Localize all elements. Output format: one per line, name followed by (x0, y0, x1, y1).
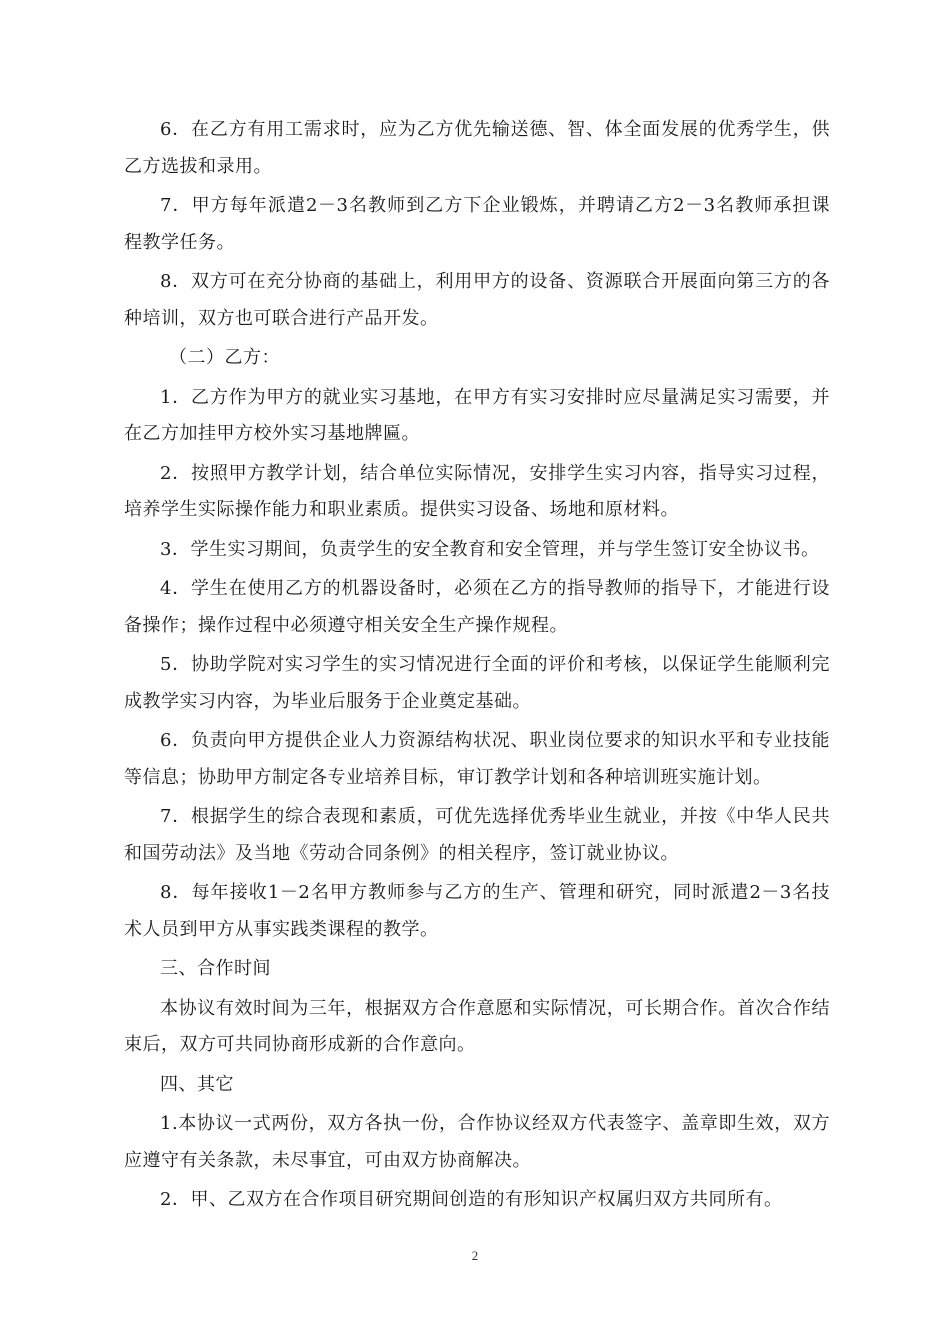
section-4-heading: 四、其它 (160, 1073, 234, 1095)
party-b-item-3: 3．学生实习期间，负责学生的安全教育和安全管理，并与学生签订安全协议书。 (160, 538, 820, 560)
section-4-item-2: 2．甲、乙双方在合作项目研究期间创造的有形知识产权属归双方共同所有。 (160, 1189, 783, 1210)
party-b-item-8: 8．每年接收1－2名甲方教师参与乙方的生产、管理和研究，同时派遣2－3名技术人员到甲方从事实践类课程的教学。 (124, 882, 830, 940)
document-page (124, 112, 830, 1222)
section-3-heading: 三、合作时间 (160, 958, 271, 979)
party-b-item-5: 5．协助学院对实习学生的实习情况进行全面的评价和考核，以保证学生能顺利完成教学实习内容，为毕业后服务于企业奠定基础。 (124, 654, 830, 712)
party-a-item-8: 8．双方可在充分协商的基础上，利用甲方的设备、资源联合开展面向第三方的各种培训，双方也可联合进行产品开发。 (124, 271, 830, 329)
party-b-item-1: 1．乙方作为甲方的就业实习基地，在甲方有实习安排时应尽量满足实习需要，并在乙方加挂甲方校外实习基地牌匾。 (124, 386, 830, 444)
party-b-item-2: 2．按照甲方教学计划，结合单位实际情况，安排学生实习内容，指导实习过程，培养学生实际操作能力和职业素质。提供实习设备、场地和原材料。 (124, 462, 830, 520)
party-b-heading: （二）乙方： (169, 347, 280, 368)
section-4-item-1: 1.本协议一式两份，双方各执一份，合作协议经双方代表签字、盖章即生效，双方应遵守有关条款，未尽事宜，可由双方协商解决。 (124, 1113, 830, 1171)
party-b-item-7: 7．根据学生的综合表现和素质，可优先选择优秀毕业生就业，并按《中华人民共和国劳动法》及当地《劳动合同条例》的相关程序，签订就业协议。 (124, 806, 830, 864)
party-b-item-6: 6．负责向甲方提供企业人力资源结构状况、职业岗位要求的知识水平和专业技能等信息；协助甲方制定各专业培养目标，审订教学计划和各种培训班实施计划。 (124, 730, 830, 788)
party-b-item-4: 4．学生在使用乙方的机器设备时，必须在乙方的指导教师的指导下，才能进行设备操作；操作过程中必须遵守相关安全生产操作规程。 (124, 578, 830, 636)
party-a-item-7: 7．甲方每年派遣2－3名教师到乙方下企业锻炼，并聘请乙方2－3名教师承担课程教学任务。 (124, 195, 830, 253)
section-3-body: 本协议有效时间为三年，根据双方合作意愿和实际情况，可长期合作。首次合作结束后，双方可共同协商形成新的合作意向。 (124, 997, 830, 1055)
page-number: 2 (471, 1248, 479, 1263)
party-a-item-6: 6．在乙方有用工需求时，应为乙方优先输送德、智、体全面发展的优秀学生，供乙方选拔和录用。 (124, 119, 830, 177)
